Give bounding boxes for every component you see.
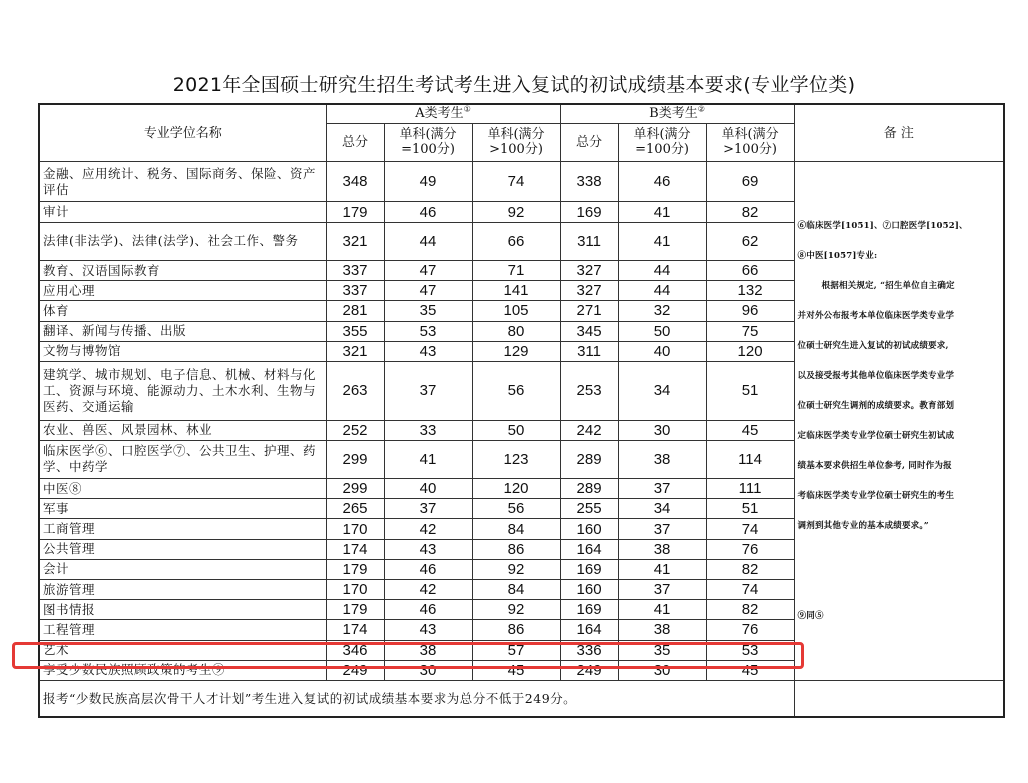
score-b-single-gt100: 45 <box>706 660 794 680</box>
header-remarks: 备 注 <box>794 104 1004 162</box>
score-a-single-100: 37 <box>384 361 472 420</box>
remarks-line: 并对外公布报考本单位临床医学类专业学 <box>797 311 955 321</box>
score-b-single-100: 32 <box>618 301 706 321</box>
header-a-single-100: 单科(满分=100分) <box>384 123 472 161</box>
score-b-total: 164 <box>560 620 618 640</box>
score-b-single-gt100: 76 <box>706 539 794 559</box>
remarks-line: 以及接受报考其他单位临床医学类专业学 <box>797 371 955 381</box>
score-a-single-100: 46 <box>384 600 472 620</box>
header-b-total: 总分 <box>560 123 618 161</box>
score-a-total: 252 <box>326 420 384 440</box>
score-b-single-gt100: 74 <box>706 519 794 539</box>
score-a-single-gt100: 120 <box>472 479 560 499</box>
degree-name: 会计 <box>39 559 326 579</box>
score-b-total: 255 <box>560 499 618 519</box>
score-a-total: 299 <box>326 479 384 499</box>
score-a-single-gt100: 86 <box>472 539 560 559</box>
degree-name: 教育、汉语国际教育 <box>39 261 326 281</box>
header-a-single-gt100: 单科(满分>100分) <box>472 123 560 161</box>
header-name-col: 专业学位名称 <box>39 104 326 162</box>
score-a-single-gt100: 105 <box>472 301 560 321</box>
score-b-single-100: 46 <box>618 162 706 202</box>
score-a-single-100: 47 <box>384 281 472 301</box>
score-b-single-gt100: 74 <box>706 580 794 600</box>
score-b-single-100: 44 <box>618 261 706 281</box>
degree-name: 建筑学、城市规划、电子信息、机械、材料与化工、资源与环境、能源动力、土木水利、生物与医药、交通运输 <box>39 361 326 420</box>
score-b-total: 271 <box>560 301 618 321</box>
score-b-single-100: 38 <box>618 539 706 559</box>
score-a-single-100: 47 <box>384 261 472 281</box>
degree-name: 享受少数民族照顾政策的考生⑨ <box>39 660 326 680</box>
degree-name: 法律(非法学)、法律(法学)、社会工作、警务 <box>39 222 326 260</box>
score-table <box>38 103 1005 718</box>
score-a-single-100: 42 <box>384 580 472 600</box>
remarks-line: 位硕士研究生调剂的成绩要求。教育部划 <box>797 401 955 411</box>
score-a-total: 348 <box>326 162 384 202</box>
score-b-total: 160 <box>560 519 618 539</box>
score-b-total: 289 <box>560 479 618 499</box>
degree-name: 图书情报 <box>39 600 326 620</box>
score-b-single-gt100: 69 <box>706 162 794 202</box>
degree-name: 审计 <box>39 202 326 222</box>
score-a-total: 174 <box>326 539 384 559</box>
score-b-total: 169 <box>560 559 618 579</box>
score-a-single-100: 40 <box>384 479 472 499</box>
score-a-single-gt100: 56 <box>472 499 560 519</box>
score-a-single-100: 49 <box>384 162 472 202</box>
score-a-single-100: 38 <box>384 640 472 660</box>
score-a-total: 281 <box>326 301 384 321</box>
score-b-single-gt100: 76 <box>706 620 794 640</box>
score-a-single-gt100: 56 <box>472 361 560 420</box>
score-a-single-gt100: 45 <box>472 660 560 680</box>
score-a-single-gt100: 141 <box>472 281 560 301</box>
score-a-single-100: 43 <box>384 341 472 361</box>
score-b-single-gt100: 82 <box>706 202 794 222</box>
score-a-single-gt100: 84 <box>472 580 560 600</box>
remarks-line: 位硕士研究生进入复试的初试成绩要求, <box>797 341 949 351</box>
score-a-total: 263 <box>326 361 384 420</box>
remarks-line: 定临床医学类专业学位硕士研究生初试成 <box>797 431 955 441</box>
score-b-total: 169 <box>560 202 618 222</box>
degree-name: 工程管理 <box>39 620 326 640</box>
degree-name: 公共管理 <box>39 539 326 559</box>
score-a-single-gt100: 57 <box>472 640 560 660</box>
score-a-single-gt100: 92 <box>472 559 560 579</box>
score-a-single-100: 42 <box>384 519 472 539</box>
score-a-single-gt100: 86 <box>472 620 560 640</box>
score-b-total: 289 <box>560 440 618 478</box>
score-b-total: 345 <box>560 321 618 341</box>
score-b-single-100: 35 <box>618 640 706 660</box>
score-b-single-100: 41 <box>618 222 706 260</box>
score-a-total: 299 <box>326 440 384 478</box>
score-b-single-100: 34 <box>618 499 706 519</box>
remarks-line: 根据相关规定, “招生单位自主确定 <box>821 281 955 291</box>
score-b-single-100: 44 <box>618 281 706 301</box>
header-b-single-100: 单科(满分=100分) <box>618 123 706 161</box>
score-b-single-100: 38 <box>618 620 706 640</box>
remarks-cell <box>794 162 1004 681</box>
score-a-total: 170 <box>326 580 384 600</box>
degree-name: 中医⑧ <box>39 479 326 499</box>
score-b-single-gt100: 45 <box>706 420 794 440</box>
score-b-total: 169 <box>560 600 618 620</box>
score-a-single-100: 30 <box>384 660 472 680</box>
remarks-line: ⑧中医[1057]专业: <box>797 251 878 261</box>
score-a-single-gt100: 84 <box>472 519 560 539</box>
page-title: 2021年全国硕士研究生招生考试考生进入复试的初试成绩基本要求(专业学位类) <box>172 74 856 96</box>
score-b-total: 253 <box>560 361 618 420</box>
score-a-total: 337 <box>326 281 384 301</box>
score-a-single-100: 43 <box>384 539 472 559</box>
remarks-line: 绩基本要求供招生单位参考, 同时作为报 <box>797 461 952 471</box>
score-b-single-100: 50 <box>618 321 706 341</box>
degree-name: 翻译、新闻与传播、出版 <box>39 321 326 341</box>
score-a-total: 179 <box>326 600 384 620</box>
score-b-single-gt100: 96 <box>706 301 794 321</box>
score-b-total: 311 <box>560 222 618 260</box>
score-table-body <box>39 104 1004 717</box>
score-a-total: 265 <box>326 499 384 519</box>
score-a-total: 321 <box>326 341 384 361</box>
score-b-single-100: 41 <box>618 202 706 222</box>
score-a-single-100: 43 <box>384 620 472 640</box>
score-a-single-gt100: 129 <box>472 341 560 361</box>
score-b-total: 338 <box>560 162 618 202</box>
score-a-single-100: 44 <box>384 222 472 260</box>
header-group-b: B类考生② <box>560 104 794 123</box>
score-b-single-gt100: 51 <box>706 361 794 420</box>
score-a-single-gt100: 66 <box>472 222 560 260</box>
score-b-single-gt100: 132 <box>706 281 794 301</box>
score-b-single-100: 37 <box>618 580 706 600</box>
remarks-line: 考临床医学类专业学位硕士研究生的考生 <box>797 491 955 501</box>
score-a-single-gt100: 123 <box>472 440 560 478</box>
remarks-footer-cell <box>794 680 1004 717</box>
degree-name: 金融、应用统计、税务、国际商务、保险、资产评估 <box>39 162 326 202</box>
score-b-single-100: 34 <box>618 361 706 420</box>
score-a-single-100: 46 <box>384 559 472 579</box>
table-row <box>39 162 1004 202</box>
score-a-total: 337 <box>326 261 384 281</box>
score-b-single-gt100: 53 <box>706 640 794 660</box>
score-a-total: 170 <box>326 519 384 539</box>
header-group-a: A类考生① <box>326 104 560 123</box>
score-a-single-gt100: 92 <box>472 202 560 222</box>
degree-name: 体育 <box>39 301 326 321</box>
remarks-line: ⑥临床医学[1051]、⑦口腔医学[1052]、 <box>797 221 968 231</box>
score-b-single-100: 41 <box>618 600 706 620</box>
score-a-single-100: 37 <box>384 499 472 519</box>
highlight-box <box>12 642 804 669</box>
score-b-total: 164 <box>560 539 618 559</box>
score-b-total: 336 <box>560 640 618 660</box>
footnote: 报考“少数民族高层次骨干人才计划”考生进入复试的初试成绩基本要求为总分不低于249分。 <box>39 680 794 717</box>
score-a-total: 249 <box>326 660 384 680</box>
score-a-total: 355 <box>326 321 384 341</box>
header-row-1 <box>39 104 1004 123</box>
degree-name: 临床医学⑥、口腔医学⑦、公共卫生、护理、药学、中药学 <box>39 440 326 478</box>
score-b-single-100: 41 <box>618 559 706 579</box>
score-a-single-100: 46 <box>384 202 472 222</box>
score-b-single-gt100: 51 <box>706 499 794 519</box>
degree-name: 农业、兽医、风景园林、林业 <box>39 420 326 440</box>
score-b-single-100: 30 <box>618 660 706 680</box>
degree-name: 军事 <box>39 499 326 519</box>
score-a-single-100: 35 <box>384 301 472 321</box>
score-a-total: 179 <box>326 202 384 222</box>
score-a-single-100: 41 <box>384 440 472 478</box>
score-b-single-gt100: 62 <box>706 222 794 260</box>
degree-name: 文物与博物馆 <box>39 341 326 361</box>
score-a-single-gt100: 92 <box>472 600 560 620</box>
score-a-single-gt100: 74 <box>472 162 560 202</box>
score-b-single-100: 37 <box>618 479 706 499</box>
score-a-total: 321 <box>326 222 384 260</box>
score-b-total: 160 <box>560 580 618 600</box>
score-a-total: 174 <box>326 620 384 640</box>
degree-name: 艺术 <box>39 640 326 660</box>
degree-name: 旅游管理 <box>39 580 326 600</box>
score-b-single-gt100: 82 <box>706 600 794 620</box>
remarks-line: 调剂到其他专业的基本成绩要求。” <box>797 521 929 531</box>
score-b-total: 311 <box>560 341 618 361</box>
score-a-single-gt100: 80 <box>472 321 560 341</box>
degree-name: 应用心理 <box>39 281 326 301</box>
score-b-single-gt100: 111 <box>706 479 794 499</box>
score-b-single-100: 38 <box>618 440 706 478</box>
score-b-single-gt100: 75 <box>706 321 794 341</box>
score-b-total: 327 <box>560 281 618 301</box>
score-a-total: 179 <box>326 559 384 579</box>
header-b-single-gt100: 单科(满分>100分) <box>706 123 794 161</box>
score-a-single-100: 33 <box>384 420 472 440</box>
score-b-single-gt100: 114 <box>706 440 794 478</box>
score-a-single-gt100: 71 <box>472 261 560 281</box>
degree-name: 工商管理 <box>39 519 326 539</box>
score-b-single-gt100: 82 <box>706 559 794 579</box>
score-b-single-100: 37 <box>618 519 706 539</box>
score-b-total: 249 <box>560 660 618 680</box>
score-b-total: 242 <box>560 420 618 440</box>
score-b-single-100: 40 <box>618 341 706 361</box>
score-a-single-100: 53 <box>384 321 472 341</box>
score-b-total: 327 <box>560 261 618 281</box>
score-b-single-gt100: 120 <box>706 341 794 361</box>
score-a-total: 346 <box>326 640 384 660</box>
remarks-line: ⑨同⑤ <box>797 611 824 621</box>
score-b-single-100: 30 <box>618 420 706 440</box>
score-b-single-gt100: 66 <box>706 261 794 281</box>
score-a-single-gt100: 50 <box>472 420 560 440</box>
header-a-total: 总分 <box>326 123 384 161</box>
footnote-row <box>39 680 1004 717</box>
